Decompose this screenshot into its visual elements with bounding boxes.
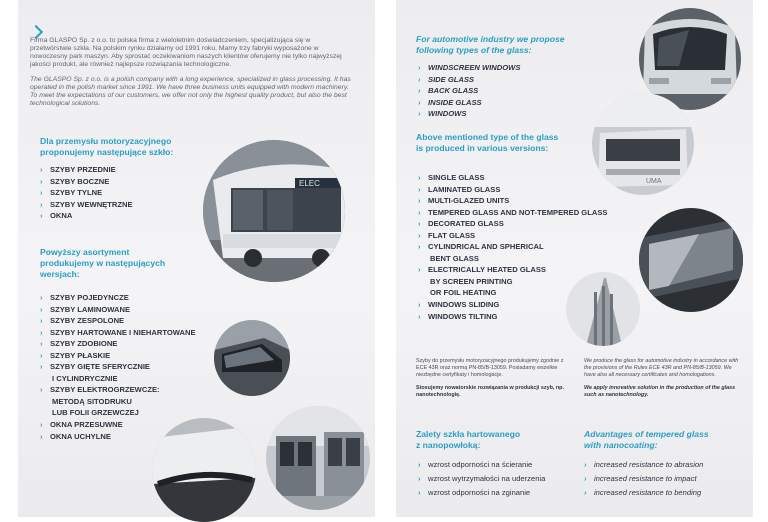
- list-item: › SIDE GLASS: [418, 74, 520, 86]
- list-item: › SINGLE GLASS: [418, 172, 607, 184]
- list-item: › increased resistance to bending: [584, 486, 703, 500]
- versions-list-pl: [40, 292, 196, 442]
- list-item: › SZYBY GIĘTE SFERYCZNIE: [40, 361, 196, 373]
- list-item: › DECORATED GLASS: [418, 218, 607, 230]
- list-item: › SZYBY ZDOBIONE: [40, 338, 196, 350]
- svg-text:UMA: UMA: [646, 178, 662, 185]
- right-page: [396, 0, 753, 517]
- list-item: BY SCREEN PRINTING: [430, 276, 513, 286]
- list-item: › increased resistance to abrasion: [584, 458, 703, 472]
- list-item: › WINDSCREEN WINDOWS: [418, 62, 520, 74]
- list-item: OR FOIL HEATING: [430, 288, 497, 298]
- list-item: › CYLINDRICAL AND SPHERICAL: [418, 241, 607, 253]
- list-item: › SZYBY BOCZNE: [40, 176, 133, 188]
- list-item: › LAMINATED GLASS: [418, 184, 607, 196]
- certs-pl: Szyby do przemysłu motoryzacyjnego produkujemy zgodnie z ECE 43R oraz normą PN-85/B-13059. Posiadamy wszelkie niezbędne certyfikaty i homologacje. Stosujemy nowatorskie rozwiązania w produkcji szyb, np. nanotechnologię.: [416, 358, 564, 398]
- list-item: › increased resistance to impact: [584, 472, 703, 486]
- heading-versions-pl: Powyższy asortyment produkujemy w następujących wersjach:: [40, 247, 166, 279]
- list-item: › WINDOWS TILTING: [418, 311, 607, 323]
- types-list-pl: [40, 164, 133, 222]
- list-item: › INSIDE GLASS: [418, 97, 520, 109]
- heading-types-pl: Dla przemysłu motoryzacyjnego proponujemy następujące szkło:: [40, 136, 174, 157]
- advantages-list-en: [584, 458, 703, 500]
- svg-text:ELEC: ELEC: [299, 179, 320, 188]
- list-item: › OKNA: [40, 210, 133, 222]
- list-item: › SZYBY WEWNĘTRZNE: [40, 199, 133, 211]
- list-item: METODĄ SITODRUKU: [52, 396, 132, 406]
- list-item: › wzrost wytrzymałości na uderzenia: [418, 472, 545, 486]
- list-item: › SZYBY LAMINOWANE: [40, 304, 196, 316]
- list-item: LUB FOLII GRZEWCZEJ: [52, 408, 139, 418]
- list-item: › WINDOWS: [418, 108, 520, 120]
- sunroof-photo: [639, 208, 743, 312]
- list-item: BENT GLASS: [430, 253, 479, 263]
- list-item: › SZYBY HARTOWANE I NIEHARTOWANE: [40, 327, 196, 339]
- car-window-photo: [214, 320, 290, 396]
- intro-english: The GLASPO Sp. z o.o. is a polish company with a long experience, specialized in glass processing. It has operated in the polish market since 1991. We have three business units equipped with modern machinery. To meet the expectations of our customers, we offer not only the highest quality product, but also the best technological solutions.: [30, 76, 351, 108]
- ambulance-photo: [592, 93, 694, 195]
- heading-advantages-pl: Zalety szkła hartowanego z nanopowłoką:: [416, 429, 521, 450]
- list-item: › SZYBY ZESPOLONE: [40, 315, 196, 327]
- heading-versions-en: Above mentioned type of the glass is produced in various versions:: [416, 132, 559, 153]
- list-item: › SZYBY POJEDYNCZE: [40, 292, 196, 304]
- certs-en: We produce the glass for automotive industry in accordance with the provisions of the Rules ECE 43R and PN-85/B-13059. We have also all necessary certificates and homologations. We apply innovative solution in the production of the glass such as nanotechnology.: [584, 358, 739, 398]
- list-item: › OKNA UCHYLNE: [40, 431, 196, 443]
- list-item: I CYLINDRYCZNIE: [52, 373, 118, 383]
- building-photo: [566, 272, 640, 346]
- bus-photo: [203, 140, 345, 282]
- list-item: › SZYBY TYLNE: [40, 187, 133, 199]
- left-page: [18, 0, 375, 517]
- list-item: › SZYBY PŁASKIE: [40, 350, 196, 362]
- list-item: › BACK GLASS: [418, 85, 520, 97]
- dashboard-photo: [152, 418, 256, 522]
- list-item: › MULTI-GLAZED UNITS: [418, 195, 607, 207]
- list-item: › wzrost odporności na zginanie: [418, 486, 545, 500]
- list-item: › OKNA PRZESUWNE: [40, 419, 196, 431]
- list-item: › WINDOWS SLIDING: [418, 299, 607, 311]
- list-item: › TEMPERED GLASS AND NOT-TEMPERED GLASS: [418, 207, 607, 219]
- list-item: › SZYBY PRZEDNIE: [40, 164, 133, 176]
- list-item: › ELECTRICALLY HEATED GLASS: [418, 264, 607, 276]
- list-item: › SZYBY ELEKTROGRZEWCZE:: [40, 384, 196, 396]
- heading-types-en: For automotive industry we propose following types of the glass:: [416, 34, 565, 55]
- advantages-list-pl: [418, 458, 545, 500]
- tram-photo: [266, 406, 370, 510]
- list-item: › wzrost odporności na ścieranie: [418, 458, 545, 472]
- types-list-en: [418, 62, 520, 120]
- list-item: › FLAT GLASS: [418, 230, 607, 242]
- intro-polish: Firma GLASPO Sp. z o.o. to polska firma z wieloletnim doświadczeniem, specjalizująca się w przetwórstwie szkła. Na polskim rynku działamy od 1991 roku. Mamy trzy fabryki wyposażone w nowoczesny park maszyn. Aby sprostać oczekiwaniom naszych klientów oferujemy nie tylko najwyższej jakości produkt, ale również najlepsze rozwiązania technologiczne.: [30, 37, 342, 69]
- heading-advantages-en: Advantages of tempered glass with nanocoating:: [584, 429, 709, 450]
